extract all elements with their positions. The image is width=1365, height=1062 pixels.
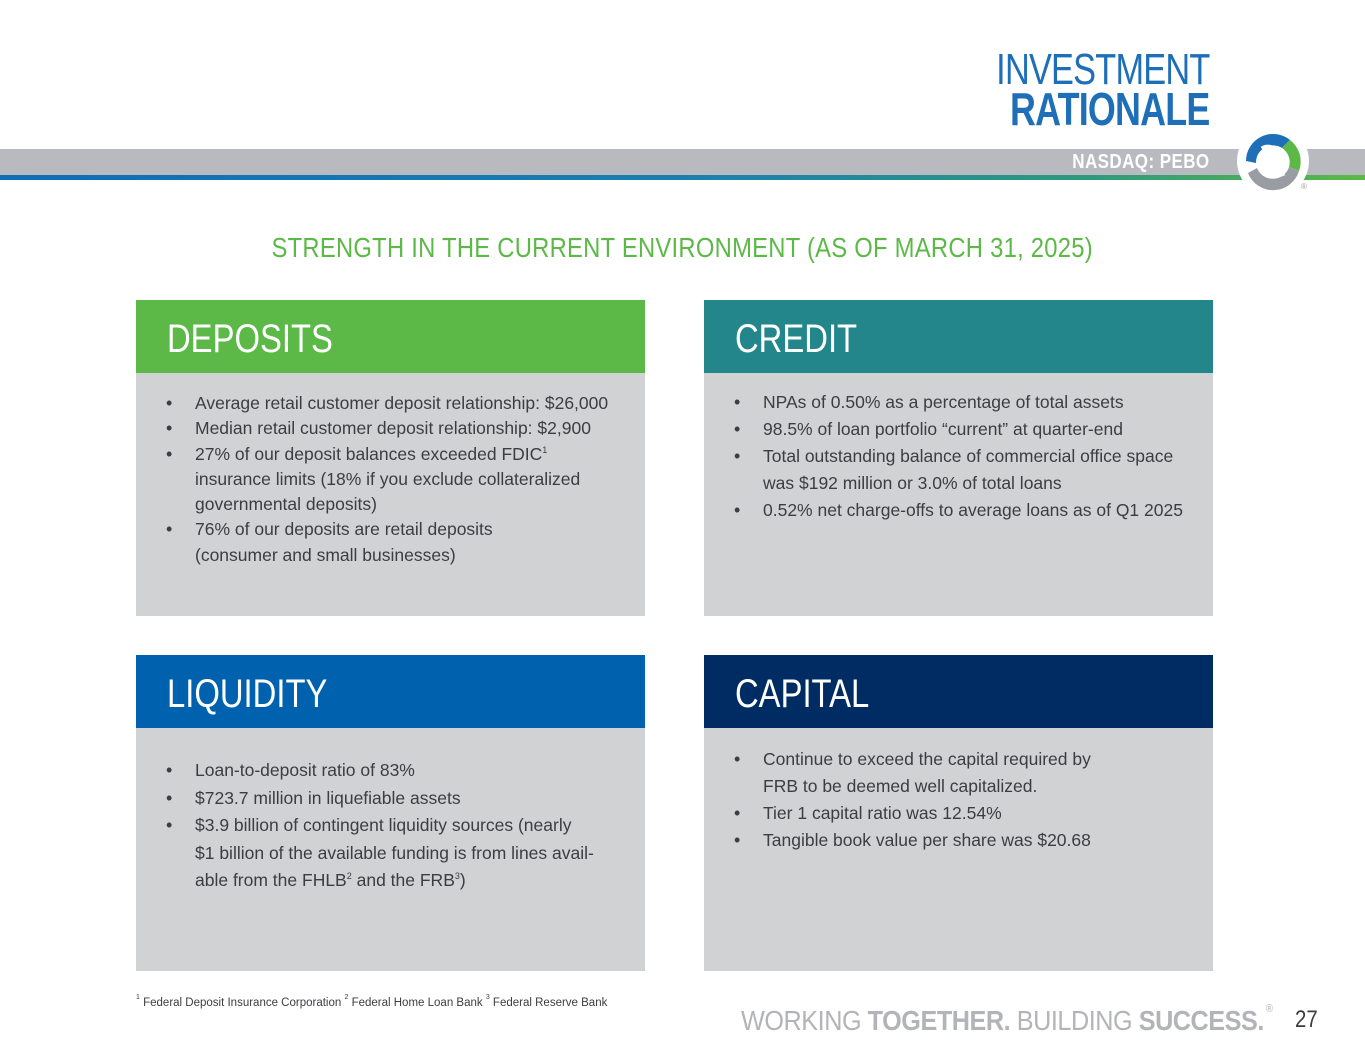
list-item: • Continue to exceed the capital required by FRB to be deemed well capitalized. xyxy=(763,746,1213,800)
credit-card-header: CREDIT xyxy=(704,300,1213,373)
credit-card xyxy=(704,300,1213,616)
list-item: • Total outstanding balance of commercial office space was $192 million or 3.0% of total loans xyxy=(763,443,1213,497)
list-item: • 98.5% of loan portfolio “current” at quarter-end xyxy=(763,416,1213,443)
liquidity-list xyxy=(136,728,645,895)
list-item: • 76% of our deposits are retail deposits (consumer and small businesses) xyxy=(195,517,645,568)
liquidity-card-header: LIQUIDITY xyxy=(136,655,645,728)
list-item: • 27% of our deposit balances exceeded FDIC$^1$ insurance limits (18% if you exclude collateralized governmental deposits) xyxy=(195,442,645,518)
credit-list xyxy=(704,373,1213,524)
capital-card-header: CAPITAL xyxy=(704,655,1213,728)
deposits-card-header: DEPOSITS xyxy=(136,300,645,373)
header-stripe xyxy=(0,175,1365,180)
list-item: • NPAs of 0.50% as a percentage of total assets xyxy=(763,389,1213,416)
list-item: • $723.7 million in liquefiable assets xyxy=(195,785,645,813)
deposits-card xyxy=(136,300,645,616)
capital-list xyxy=(704,728,1213,854)
svg-text:®: ® xyxy=(1301,182,1307,191)
list-item: • 0.52% net charge-offs to average loans as of Q1 2025 xyxy=(763,497,1213,524)
list-item: • Average retail customer deposit relationship: $26,000 xyxy=(195,391,645,416)
ticker-label: NASDAQ: PEBO xyxy=(1072,151,1210,173)
footnote-ref: 1 xyxy=(542,444,548,455)
section-title xyxy=(936,45,1210,135)
capital-card xyxy=(704,655,1213,971)
section-title-line1: INVESTMENT xyxy=(996,45,1210,94)
peoples-bancorp-logo-icon xyxy=(1232,123,1314,199)
deposits-list xyxy=(136,373,645,568)
list-item: • Tangible book value per share was $20.68 xyxy=(763,827,1213,854)
footnotes: $^1$ Federal Deposit Insurance Corporation $^2$ Federal Home Loan Bank $^3$ Federal Reserve Bank xyxy=(136,994,608,1009)
list-item: • Tier 1 capital ratio was 12.54% xyxy=(763,800,1213,827)
page-number: 27 xyxy=(1295,1006,1318,1033)
list-item: • Median retail customer deposit relationship: $2,900 xyxy=(195,416,645,441)
brand-tagline: WORKING TOGETHER. BUILDING SUCCESS. ® xyxy=(741,1003,1273,1036)
liquidity-card xyxy=(136,655,645,971)
page-heading: STRENGTH IN THE CURRENT ENVIRONMENT (AS OF MARCH 31, 2025) xyxy=(271,232,1094,263)
section-title-line2: RATIONALE xyxy=(1010,83,1210,135)
list-item: • Loan-to-deposit ratio of 83% xyxy=(195,757,645,785)
list-item: • $3.9 billion of contingent liquidity sources (nearly $1 billion of the available funding is from lines avail- able from the FHLB$^2$ and the FRB$^3$) xyxy=(195,812,645,895)
footnote-ref: 3 xyxy=(454,871,460,881)
footnote-ref: 2 xyxy=(346,871,352,881)
